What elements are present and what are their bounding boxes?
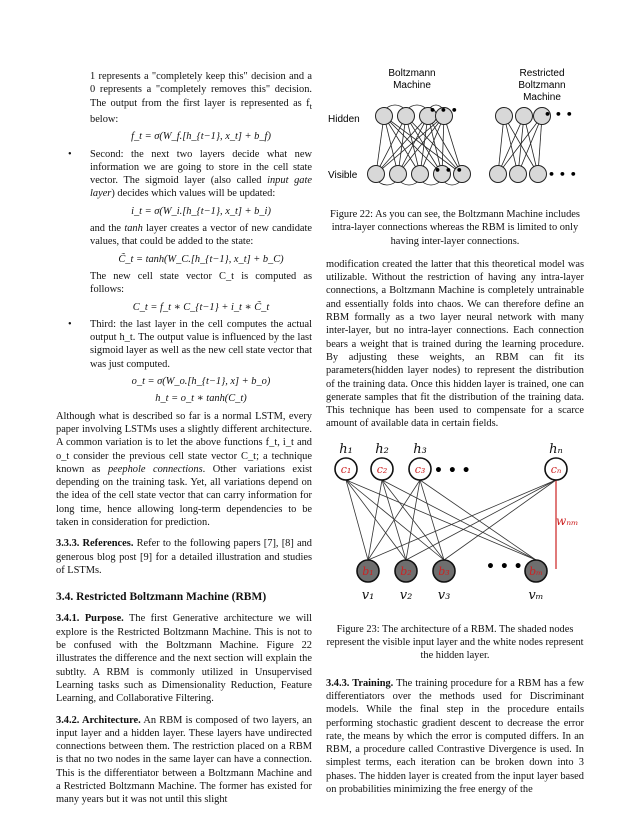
rbm-edge (444, 480, 556, 560)
figure-23-caption: Figure 23: The architecture of a RBM. The shaded nodes represent the visible input layer and the white nodes represent the hidden layer. (326, 623, 584, 662)
rbm-edge (406, 480, 420, 560)
rbm-edge (346, 480, 536, 560)
left-column (56, 70, 312, 807)
hidden-bias-label: cₙ (550, 462, 562, 476)
section-heading-rbm: 3.4. Restricted Boltzmann Machine (RBM) (56, 591, 267, 604)
hidden-bias-label: c₃ (414, 462, 426, 476)
visible-bias-label: b₂ (400, 564, 412, 578)
bullet-second: • Second: the next two layers decide what new information we are going to store in the cell state vector. The sigmoid layer (also called input gate layer) decides which values will be updated: (68, 148, 312, 200)
visible-unit-label: v₃ (437, 587, 451, 603)
bm-visible-node (390, 166, 407, 183)
lstm-forget-text: 1 represents a "completely keep this" decision and a 0 represents a "completely removes this" decision. The output from the first layer is represented as $f_t$ below: (90, 71, 312, 125)
rbm-edge (420, 480, 536, 560)
bm-hidden-node (398, 108, 415, 125)
tanh-text: and the tanh layer creates a vector of new candidate values, that could be added to the state: (90, 223, 312, 248)
visible-bias-label: b₁ (362, 564, 374, 578)
label-boltzmann: Boltzmann Machine (388, 68, 436, 91)
purpose-paragraph: 3.4.1. Purpose. The first Generative architecture we will explore is the Restricted Boltzmann Machine. This is not to be confused with the Boltzmann Machine. Figure 22 illustrates the difference and the next section will explain the subtlty. A RBM is commonly utilized in Unsupervised Learning tasks such as Dimensionality Reduction, Feature Learning, and Collaborative Filtering. (56, 613, 312, 705)
label-restricted-boltzmann: Restricted Boltzmann Machine (518, 68, 566, 103)
hidden-unit-label: h₃ (413, 441, 427, 457)
hidden-unit-label: h₂ (375, 441, 389, 457)
rbm-visible-dots: • • • (548, 168, 577, 181)
rbm-edge (406, 480, 556, 560)
weight-label: wₙₘ (556, 513, 579, 528)
hidden-unit-label: hₙ (549, 441, 563, 457)
equation-forget-gate: f_t = σ(W_f.[h_{t−1}, x_t] + b_f) (131, 131, 271, 143)
rbm-edge (368, 480, 556, 560)
visible-bias-label: b₃ (438, 564, 450, 578)
lstm-variations-paragraph: Although what is described so far is a normal LSTM, every paper involving LSTMs uses a slightly different architecture. A common variation is to let the above functions f_t, i_t and o_t consider the previous cell state vector C_t; a technique known as peephole connections. Other variations exist depending on the training task. Yet, all variations depend on the idea of the cell state vector that can carry information for long time, hence allowing long-term dependencies to be taken in consideration for prediction. (56, 410, 313, 528)
equation-candidate: C̃_t = tanh(W_C.[h_{t−1}, x_t] + b_C) (118, 253, 284, 265)
equation-input-gate: i_t = σ(W_i.[h_{t−1}, x_t] + b_i) (131, 205, 271, 217)
label-visible: Visible (328, 170, 358, 181)
training-paragraph: 3.4.3. Training. The training procedure for a RBM has a few differentiators over the methods used for Discriminant models. While the final step in the procedure entails performing stochastic gradient descent to decrease the error rate, the means by which the error is computed differs. In an RBM, a procedure called Contrastive Divergence is used. In simplest terms, each iteration can be broken down into 3 phases. The hidden layer is created from the input layer based on probabilities minimizing the free energy of the (326, 677, 584, 796)
figure-22-diagram (326, 62, 584, 202)
hidden-unit-label: h₁ (339, 441, 353, 457)
bm-visible-node (368, 166, 385, 183)
visible-unit-label: vₘ (528, 587, 544, 603)
hidden-bias-label: c₂ (376, 462, 388, 476)
rbm-definition-paragraph: modification created the latter that this theoretical model was utilizable. Without the restriction of having any intra-layer connections, a Boltzmann Machine is completely untrainable and essentially folds into chaos. We can therefore define an RBM formally as a two layer neural network with many inter-layer, but no intra-layer connections. Each connection bears a weight that is trained during the learning procedure. By adjusting these weights, an RBM can fit its parameters(hidden layer nodes) to represent the distribution of the training data. Once this hidden layer is trained, one can generate samples that fit the distribution of the training data. This technique has been used to compensate for a scarce amount of available data in certain fields. (326, 258, 584, 430)
bm-hidden-dots: • • • (429, 104, 458, 117)
figure-22-caption: Figure 22: As you can see, the Boltzmann Machine includes intra-layer connections whereas the RBM is limited to only having inter-layer connections. (330, 209, 580, 247)
references-paragraph: 3.3.3. References. Refer to the following papers [7], [8] and generous blog post [9] for a detailed illustration and studies of LSTMs. (56, 538, 312, 576)
equation-hidden-state: h_t = o_t ∗ tanh(C_t) (155, 393, 247, 405)
right-column (326, 62, 584, 796)
bullet-third: • Third: the last layer in the cell computes the actual output h_t. The output value is influenced by the last sigmoid layer as well as the new cell state vector that was just computed. (68, 318, 312, 370)
cell-state-text: The new cell state vector C_t is computed as follows: (90, 270, 312, 296)
hidden-dots: • • • (434, 462, 471, 479)
visible-bias-label: bₘ (529, 564, 543, 578)
rbm-visible-node (490, 166, 507, 183)
visible-unit-label: v₂ (399, 587, 413, 603)
bullet-dot: • (68, 148, 72, 160)
bm-visible-node (412, 166, 429, 183)
visible-dots: • • • (486, 558, 523, 575)
label-hidden: Hidden (328, 114, 360, 125)
rbm-hidden-node (496, 108, 513, 125)
rbm-hidden-dots: • • • (544, 108, 573, 121)
architecture-paragraph: 3.4.2. Architecture. An RBM is composed of two layers, an input layer and a hidden layer. These layers have undirected connections between them. The restriction placed on a RBM is that no two nodes in the same layer can have a connection. This is the differentiator between a Boltzmann Machine and a Restricted Boltzmann Machine. The former has existed for many years but it was not until this slight (56, 714, 312, 806)
equation-cell-state: C_t = f_t ∗ C_{t−1} + i_t ∗ C̃_t (132, 301, 270, 313)
hidden-bias-label: c₁ (340, 462, 352, 476)
equation-output-gate: o_t = σ(W_o.[h_{t−1}, x] + b_o) (131, 376, 271, 388)
rbm-visible-node (510, 166, 527, 183)
rbm-hidden-node (516, 108, 533, 125)
rbm-edge (382, 480, 536, 560)
rbm-visible-node (530, 166, 547, 183)
figure-23-diagram (326, 437, 584, 617)
visible-unit-label: v₁ (361, 587, 375, 603)
bullet-dot: • (68, 318, 72, 330)
bm-hidden-node (376, 108, 393, 125)
rbm-edge (346, 480, 368, 560)
bm-visible-dots: • • • (434, 164, 463, 177)
